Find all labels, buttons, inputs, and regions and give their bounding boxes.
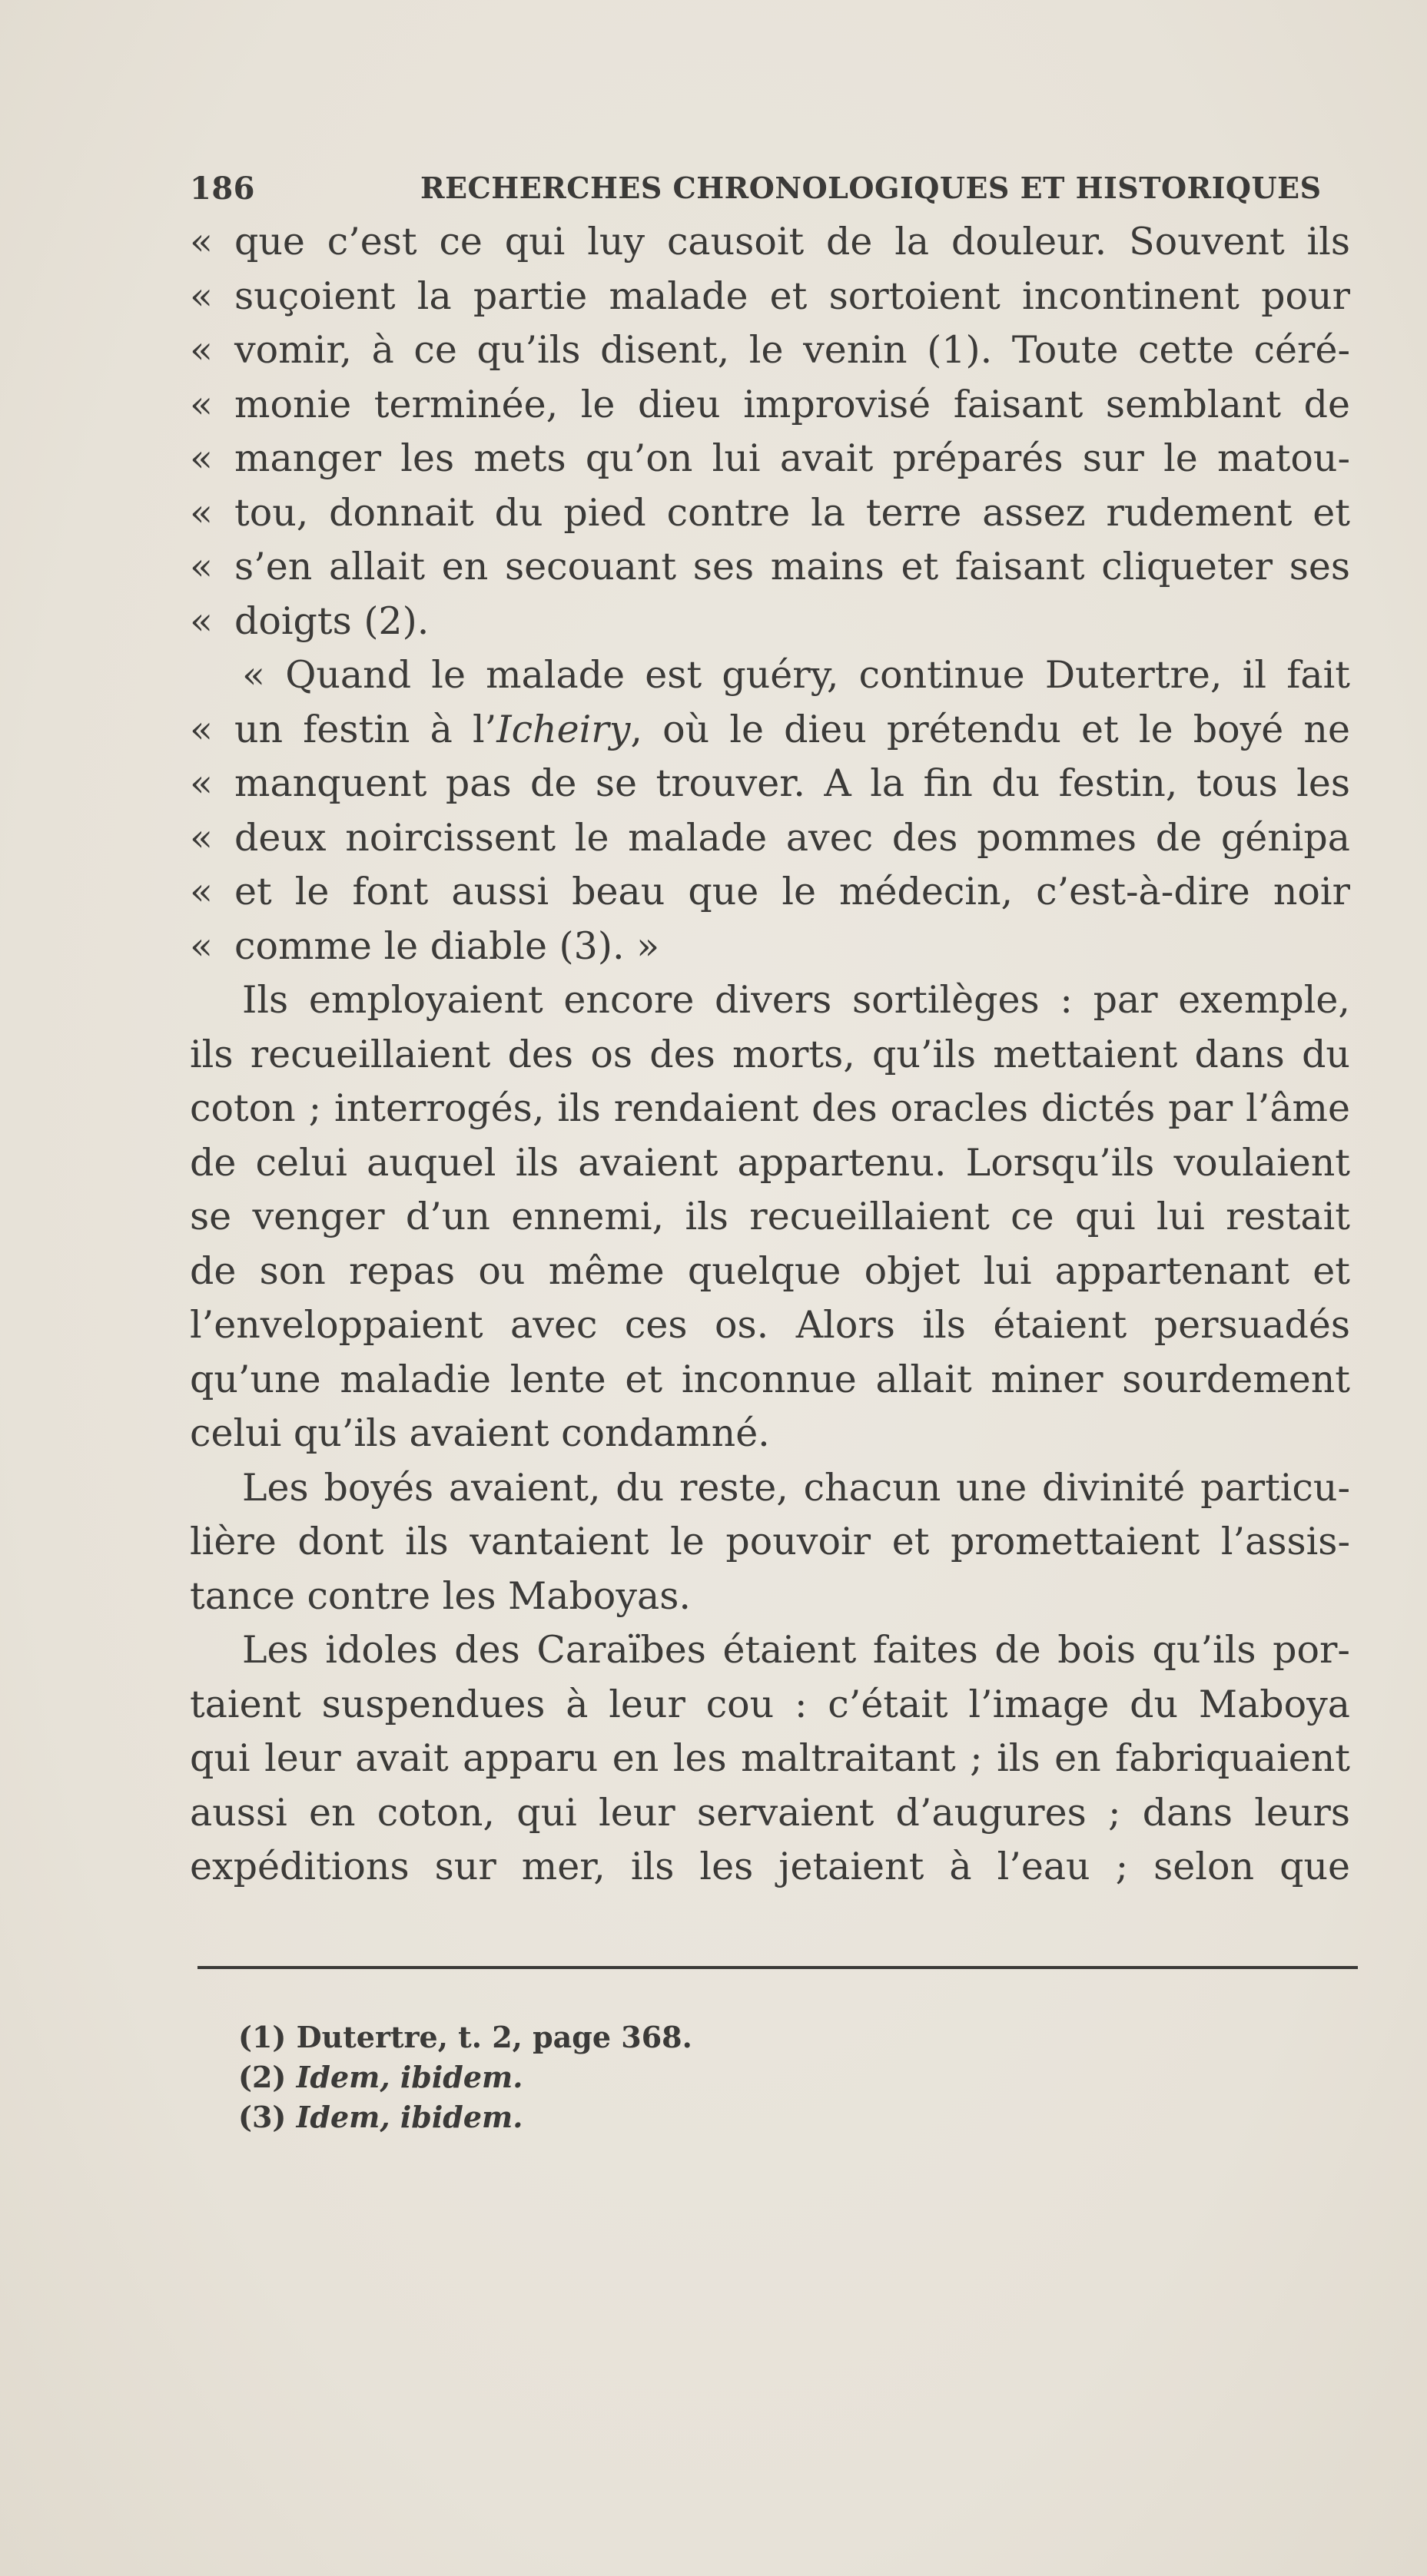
text-line: se venger d’un ennemi, ils recueillaient ce qui lui restait: [190, 1195, 1350, 1238]
footnotes: [238, 2017, 692, 2137]
text-line: coton ; interrogés, ils rendaient des oracles dictés par l’âme: [190, 1086, 1350, 1130]
running-title: RECHERCHES CHRONOLOGIQUES ET HISTORIQUES: [420, 171, 1322, 205]
text-line: « manquent pas de se trouver. A la fin du festin, tous les: [190, 761, 1350, 805]
text-line: « Quand le malade est guéry, continue Dutertre, il fait: [242, 653, 1350, 697]
text-line: Ils employaient encore divers sortilèges : par exemple,: [242, 978, 1350, 1022]
text-line: tance contre les Maboyas.: [190, 1573, 691, 1618]
footnote: (2) Idem, ibidem.: [238, 2060, 523, 2094]
text-line: de celui auquel ils avaient appartenu. Lorsqu’ils voulaient: [190, 1140, 1350, 1185]
text-line: celui qu’ils avaient condamné.: [190, 1411, 770, 1455]
text-line: « deux noircissent le malade avec des pommes de génipa: [190, 815, 1350, 860]
page-number: 186: [190, 171, 255, 207]
text-line: « doigts (2).: [190, 598, 430, 643]
text-line: « vomir, à ce qu’ils disent, le venin (1). Toute cette céré-: [190, 328, 1350, 372]
text-line: expéditions sur mer, ils les jetaient à l’eau ; selon que: [190, 1845, 1350, 1888]
text-line: l’enveloppaient avec ces os. Alors ils étaient persuadés: [190, 1303, 1350, 1347]
text-line: taient suspendues à leur cou : c’était l’image du Maboya: [190, 1682, 1350, 1726]
italic-word: Icheiry: [496, 707, 631, 751]
footnote: (1) Dutertre, t. 2, page 368.: [238, 2020, 692, 2054]
text-line: « un festin à l’Icheiry, où le dieu prétendu et le boyé ne: [190, 707, 1350, 751]
text-line: « monie terminée, le dieu improvisé faisant semblant de: [190, 382, 1350, 426]
text-line: Les boyés avaient, du reste, chacun une divinité particu-: [242, 1465, 1350, 1510]
text-line: lière dont ils vantaient le pouvoir et promettaient l’assis-: [190, 1520, 1350, 1563]
footnote: (3) Idem, ibidem.: [238, 2100, 523, 2134]
text-line: « suçoient la partie malade et sortoient incontinent pour: [190, 274, 1350, 318]
text-line: Les idoles des Caraïbes étaient faites de bois qu’ils por-: [242, 1628, 1350, 1672]
text-line: qui leur avait apparu en les maltraitant ; ils en fabriquaient: [190, 1736, 1350, 1780]
text-line: de son repas ou même quelque objet lui appartenant et: [190, 1248, 1350, 1293]
text-line: « tou, donnait du pied contre la terre assez rudement et: [190, 490, 1350, 535]
footnote-divider: [197, 1966, 1358, 1969]
text-line: « manger les mets qu’on lui avait préparés sur le matou-: [190, 436, 1350, 480]
text-line: « comme le diable (3). »: [190, 923, 660, 968]
text-line: qu’une maladie lente et inconnue allait miner sourdement: [190, 1357, 1350, 1401]
body-text: [190, 215, 1350, 1895]
text-line: « et le font aussi beau que le médecin, c’est-à-dire noir: [190, 870, 1350, 913]
text-line: « que c’est ce qui luy causoit de la douleur. Souvent ils: [190, 220, 1350, 264]
text-line: « s’en allait en secouant ses mains et faisant cliqueter ses: [190, 545, 1350, 588]
text-line: aussi en coton, qui leur servaient d’augures ; dans leurs: [190, 1790, 1350, 1835]
text-line: ils recueillaient des os des morts, qu’ils mettaient dans du: [190, 1032, 1350, 1076]
